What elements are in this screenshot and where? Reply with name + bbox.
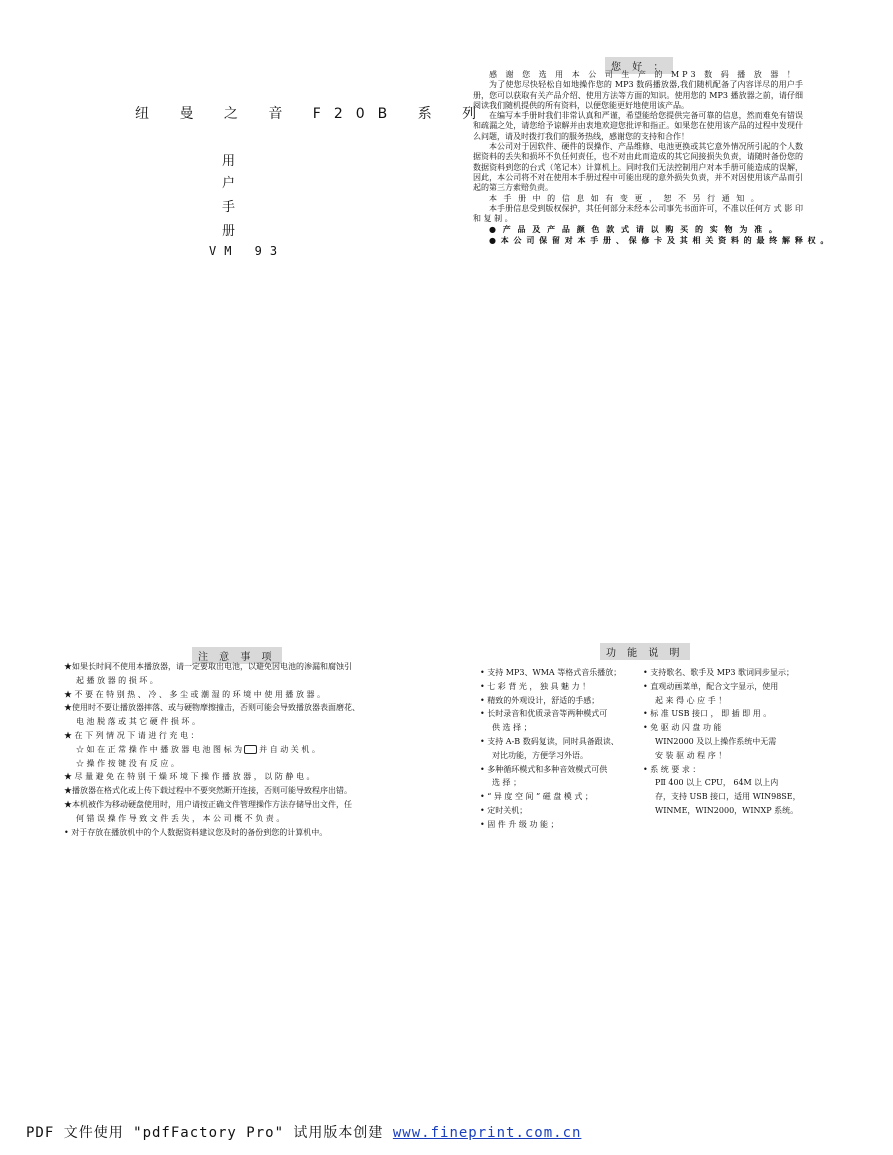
notes-item: ★使用时不要让播放器摔落、或与硬物摩擦撞击，否则可能会导致播放器表面磨花、 — [64, 703, 360, 713]
feature-item: • “ 异 度 空 间 ” 磁 盘 模 式 ； — [480, 792, 593, 802]
features-right-list — [643, 666, 808, 818]
feature-item: WIN2000 及以上操作系统中无需 — [655, 736, 777, 746]
feature-item: • 支持 MP3、WMA 等格式音乐播放； — [480, 668, 622, 677]
feature-item: • 支持 A-B 数码复读，同时具备跟读、 — [480, 736, 619, 746]
features-left-list — [480, 666, 640, 832]
intro-paragraph: 本手册信息受到版权保护，其任何部分未经本公司事先书面许可，不准以任何方 式 影 印 和 复 制 。 — [473, 203, 803, 224]
feature-item: WINME，WIN2000，WINXP 系统。 — [655, 805, 799, 815]
feature-item: • 长时录音和优质录音等两种模式可 — [480, 709, 608, 719]
feature-item: 存，支持 USB 接口，适用 WIN98SE， — [655, 792, 801, 802]
feature-item: 起 来 得 心 应 手 ！ — [655, 695, 727, 705]
notes-item: ☆ 操 作 按 键 没 有 反 应 。 — [76, 758, 179, 768]
pdf-footer — [26, 1122, 581, 1142]
feature-item: 对比功能，方便学习外语。 — [492, 750, 588, 760]
notes-item: ☆ 如 在 正 常 操 作 中 播 放 器 电 池 图 标 为 — [76, 744, 243, 754]
notes-item: 何 错 误 操 作 导 致 文 件 丢 失 ， 本 公 司 概 不 负 责 。 — [76, 813, 285, 823]
cover-manual-char-2: 户 — [222, 176, 236, 191]
feature-item: • 精致的外观设计，舒适的手感； — [480, 695, 600, 705]
notes-item: ★ 不 要 在 特 别 热 、 冷 、 多 尘 或 潮 湿 的 环 境 中 使 用 播 放 器 。 — [64, 689, 326, 699]
notes-item: • 对于存放在播放机中的个人数据资料建议您及时的备份到您的计算机中。 — [64, 827, 328, 837]
cover-manual-char-4: 册 — [222, 224, 236, 239]
notes-list — [64, 660, 409, 839]
intro-body — [473, 70, 830, 246]
intro-paragraph: 感 谢 您 选 用 本 公 司 生 产 的 MP3 数 码 播 放 器 ！ — [489, 70, 798, 79]
notes-item: 电 池 脱 落 或 其 它 硬 件 损 坏 。 — [76, 717, 200, 727]
notes-item: ★ 在 下 列 情 况 下 请 进 行 充 电 ： — [64, 730, 199, 740]
feature-item: • 标 准 USB 接口 ， 即 插 即 用 。 — [643, 709, 772, 719]
intro-paragraph: 在编写本手册时我们非常认真和严谨，希望能给您提供完备可靠的信息，然而难免有错误和疏漏之处，请您给予谅解并由衷地欢迎您批评和指正。如果您在使用该产品的过程中发现什么问题，请及时拨打我们的服务热线，感谢您的支持和合作！ — [473, 111, 803, 141]
feature-item: • 直观动画菜单，配合文字显示，使用 — [643, 681, 779, 691]
cover-manual-char-1: 用 — [222, 154, 236, 169]
notes-item: ★ 尽 量 避 免 在 特 别 干 燥 环 境 下 操 作 播 放 器 ， 以 防 静 电 。 — [64, 772, 315, 782]
notes-heading: 注 意 事 项 — [192, 647, 282, 664]
intro-paragraph: 本公司对于因软件、硬件的误操作、产品维修、电池更换或其它意外情况所引起的个人数据资料的丢失和损坏不负任何责任，也不对由此而造成的其它间接损失负责，请随时备份您的数据资料到您的台式（笔记本）计算机上。同时我们无法控制用户对本手册可能造成的误解，因此，本公司将不对在使用本手册过程中可能出现的意外损失负责，并不对因使用该产品而引起的第三方索赔负责。 — [473, 142, 803, 193]
intro-paragraph: 为了使您尽快轻松自如地操作您的 MP3 数码播放器,我们随机配备了内容详尽的用户手册，您可以获取有关产品介绍、使用方法等方面的知识。使用您的 MP3 播放器之前，请仔细阅读我们随机提供的所有资料，以便您能更好地使用该产品。 — [473, 80, 803, 110]
feature-item: • 多种循环模式和多种音效模式可供 — [480, 764, 608, 774]
feature-item: • 系 统 要 求 ： — [643, 764, 701, 774]
feature-item: 选 择 ； — [492, 778, 522, 788]
notes-item: ★本机被作为移动硬盘使用时，用户请按正确文件管理操作方法存储导出文件，任 — [64, 799, 352, 809]
feature-item: • 支持歌名、歌手及 MP3 歌词同步显示； — [643, 668, 795, 677]
intro-bullet: ● 产 品 及 产 品 颜 色 款 式 请 以 购 买 的 实 物 为 准 。 — [489, 225, 779, 235]
feature-item: • 七 彩 背 光 ， 独 具 魅 力 ！ — [480, 681, 591, 691]
footer-link[interactable]: www.fineprint.com.cn — [392, 1125, 582, 1141]
feature-item: PⅡ 400 以上 CPU， 64M 以上内 — [655, 778, 779, 788]
intro-bullet: ● 本 公 司 保 留 对 本 手 册 、 保 修 卡 及 其 相 关 资 料 的 最 终 解 释 权 。 — [489, 235, 830, 245]
intro-heading: 您 好 ： — [605, 57, 673, 74]
feature-item: • 定时关机； — [480, 805, 528, 815]
cover-model: VM 93 — [209, 244, 286, 258]
cover-title: 纽 曼 之 音 F20B 系 列 — [135, 106, 490, 122]
feature-item: 供 选 择 ； — [492, 723, 532, 733]
notes-item: ★播放器在格式化或上传下载过程中不要突然断开连接，否则可能导致程序出错。 — [64, 786, 352, 796]
feature-item: • 固 件 升 级 功 能 ； — [480, 819, 559, 829]
notes-item: 并 自 动 关 机 。 — [259, 744, 320, 754]
battery-empty-icon — [244, 745, 257, 754]
cover-manual-char-3: 手 — [222, 200, 236, 215]
notes-item: 起 播 放 器 的 损 坏 。 — [76, 675, 158, 685]
notes-item: ★如果长时间不使用本播放器，请一定要取出电池，以避免因电池的渗漏和腐蚀引 — [64, 662, 352, 671]
feature-item: 安 装 驱 动 程 序 ！ — [655, 750, 727, 760]
intro-paragraph: 本 手 册 中 的 信 息 如 有 变 更 ， 恕 不 另 行 通 知 。 — [489, 193, 761, 203]
feature-item: • 免 驱 动 闪 盘 功 能 — [643, 723, 722, 733]
features-heading: 功 能 说 明 — [600, 643, 690, 660]
footer-text: PDF 文件使用 "pdfFactory Pro" 试用版本创建 — [26, 1125, 384, 1141]
notes-item-battery — [64, 743, 409, 757]
